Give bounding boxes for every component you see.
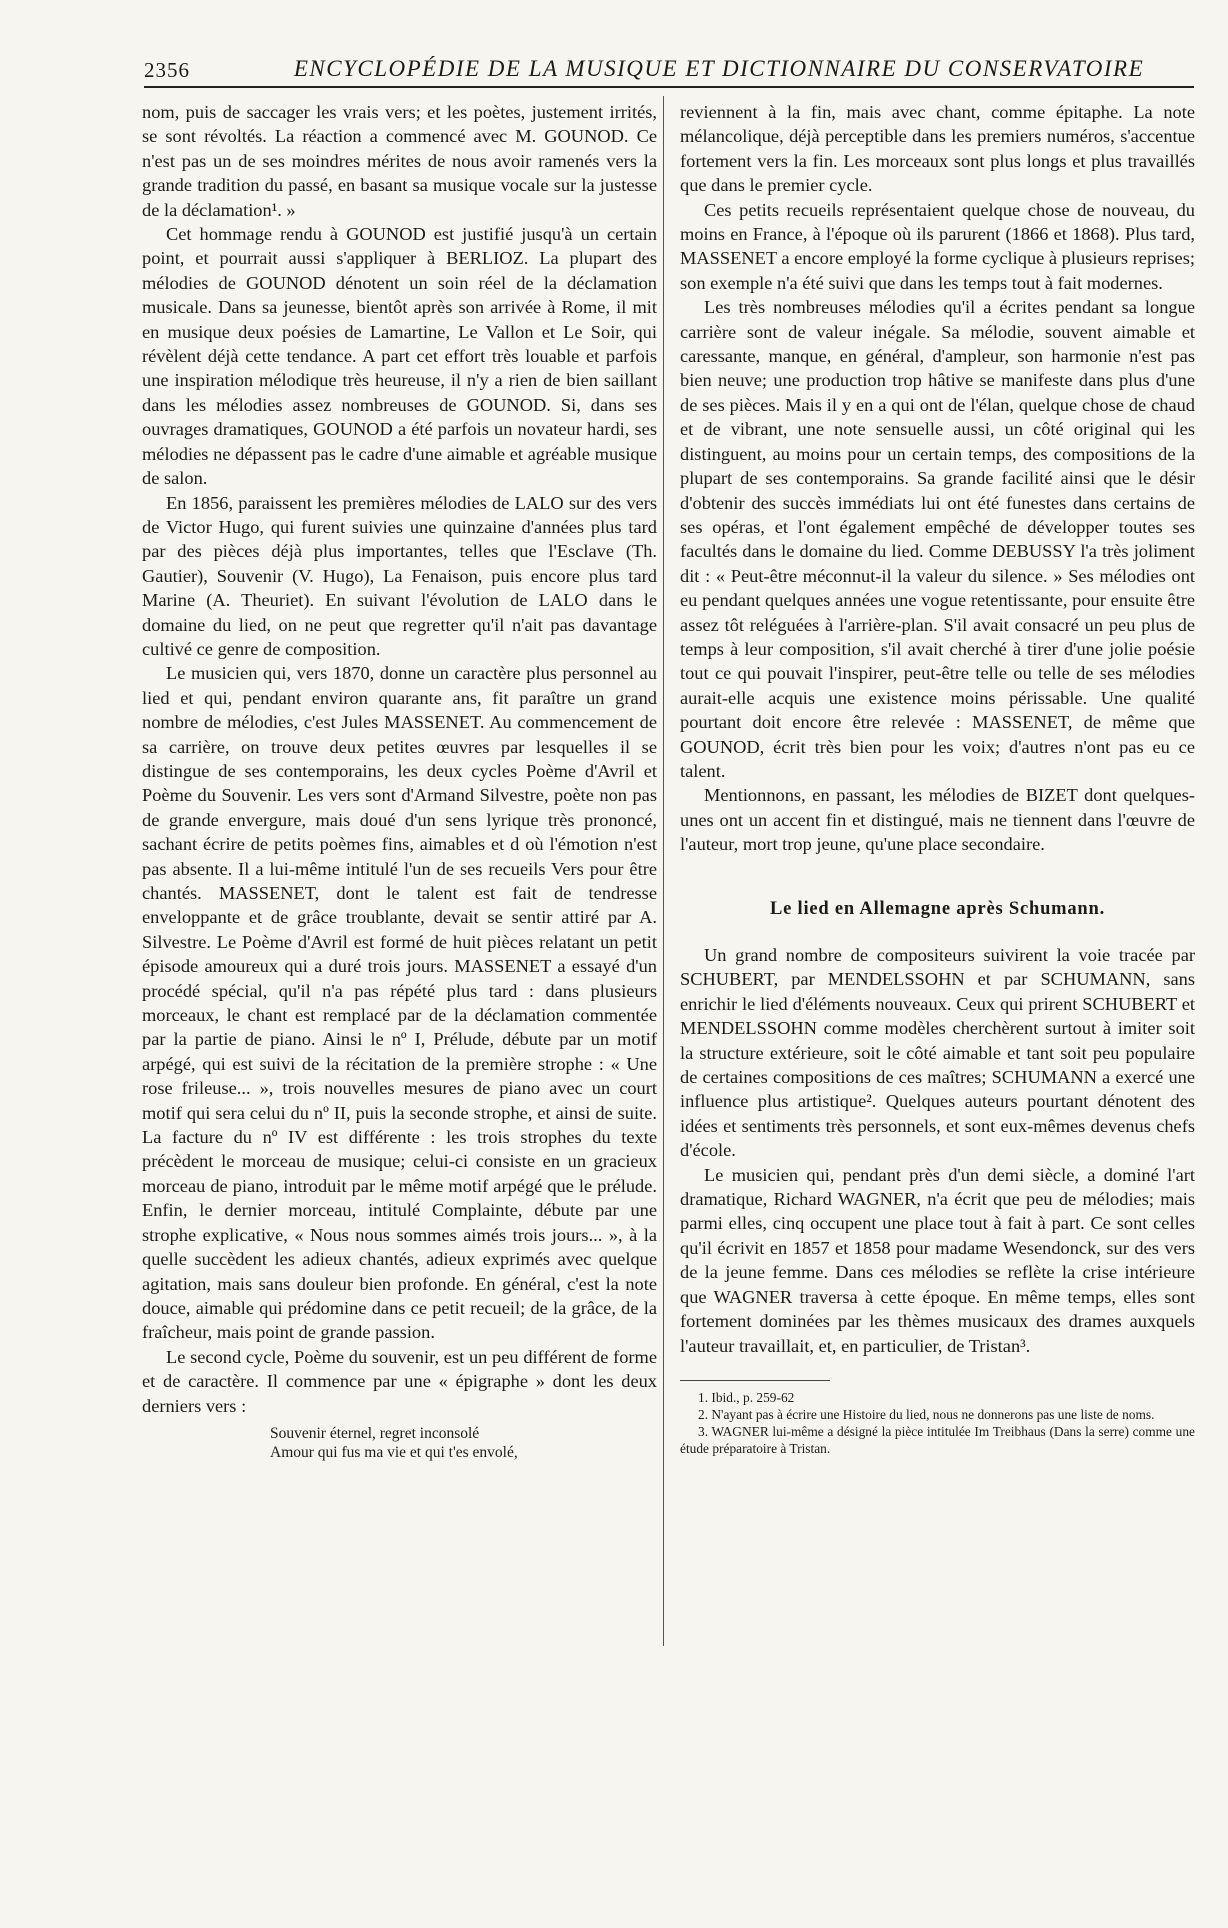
paragraph: Cet hommage rendu à GOUNOD est justifié jusqu'à un certain point, et pourrait aussi s'appliquer à BERLIOZ. La plupart des mélodies de GOUNOD dénotent un soin réel de la déclamation musicale. Dans sa jeunesse, bientôt après son arrivée à Rome, il mit en musique deux poésies de Lamartine, Le Vallon et Le Soir, qui révèlent déjà cette tendance. A part cet effort très louable et parfois une inspiration mélodique très heureuse, il n'y a rien de bien saillant dans les mélodies assez nombreuses de GOUNOD. Si, dans ses ouvrages dramatiques, GOUNOD a été parfois un novateur hardi, ses mélodies ne dépassent pas le cadre d'une aimable et agréable musique de salon. (142, 224, 657, 489)
section-heading: Le lied en Allemagne après Schumann. (769, 898, 1106, 919)
page-number: 2356 (144, 58, 190, 82)
footnote: 1. Ibid., p. 259-62 (698, 1389, 795, 1405)
paragraph: Mentionnons, en passant, les mélodies de BIZET dont quelques-unes ont un accent fin et distingué, mais ne tiennent dans l'œuvre de l'auteur, mort trop jeune, qu'une place secondaire. (680, 785, 1195, 855)
running-header (144, 56, 1194, 88)
paragraph: nom, puis de saccager les vrais vers; et les poètes, justement irrités, se sont révoltés. La réaction a commencé avec M. GOUNOD. Ce n'est pas un de ses moindres mérites de nous avoir ramenés vers la grande tradition du passé, en basant sa musique vocale sur la justesse de la déclamation¹. » (142, 102, 657, 220)
paragraph: reviennent à la fin, mais avec chant, comme épitaphe. La note mélancolique, déjà perceptible dans les premiers numéros, s'accentue fortement vers la fin. Les morceaux sont plus longs et plus travaillés que dans le premier cycle. (680, 102, 1195, 196)
running-title: ENCYCLOPÉDIE DE LA MUSIQUE ET DICTIONNAIRE DU CONSERVATOIRE (293, 56, 1145, 81)
paragraph: En 1856, paraissent les premières mélodies de LALO sur des vers de Victor Hugo, qui furent suivies une quinzaine d'années plus tard par des pièces déjà plus importantes, telles que l'Esclave (Th. Gautier), Souvenir (V. Hugo), La Fenaison, puis encore plus tard Marine (A. Theuriet). En suivant l'évolution de LALO dans le domaine du lied, on ne peut que regretter qu'il n'ait pas davantage cultivé ce genre de composition. (142, 492, 657, 659)
footnote: 3. WAGNER lui-même a désigné la pièce intitulée Im Treibhaus (Dans la serre) comme une étude préparatoire à Tristan. (680, 1423, 1195, 1456)
footnote-separator (680, 1380, 830, 1381)
paragraph: Les très nombreuses mélodies qu'il a écrites pendant sa longue carrière sont de valeur inégale. Sa mélodie, souvent aimable et caressante, manque, en général, d'ampleur, son harmonie n'est pas bien neuve; une production trop hâtive se manifeste dans plus d'une de ses pièces. Mais il y en a qui ont de l'élan, quelque chose de chaud et de vibrant, une note sensuelle aussi, un côté original qui les distinguent, au moins pour un certain temps, des compositions de la plupart de ses contemporains. Sa grande facilité ainsi que le désir d'obtenir des succès immédiats lui ont été funestes dans certains de ses opéras, et l'ont également empêché de développer toutes ses facultés dans le domaine du lied. Comme DEBUSSY l'a très joliment dit : « Peut-être méconnut-il la valeur du silence. » Ses mélodies ont eu pendant quelques années une vogue retentissante, pour ensuite être assez tôt reléguées à l'arrière-plan. S'il avait consacré un peu plus de temps à leur composition, s'il avait cherché à tirer d'une jolie poésie tout ce qui pouvait l'inspirer, peut-être telle ou telle de ses mélodies aurait-elle acquis une existence moins périssable. Une qualité pourtant doit encore être relevée : MASSENET, de même que GOUNOD, écrit très bien pour les voix; d'autres n'ont pas eu ce talent. (680, 297, 1195, 781)
paragraph: Ces petits recueils représentaient quelque chose de nouveau, du moins en France, à l'époque où ils parurent (1866 et 1868). Plus tard, MASSENET a encore employé la forme cyclique à plusieurs reprises; son exemple n'a été suivi que dans les temps tout à fait modernes. (680, 199, 1195, 293)
verse-line: Souvenir éternel, regret inconsolé (270, 1424, 480, 1442)
footnotes (680, 1389, 1195, 1457)
paragraph: Le musicien qui, vers 1870, donne un caractère plus personnel au lied et qui, pendant environ quarante ans, fit paraître un grand nombre de mélodies, c'est Jules MASSENET. Au commencement de sa carrière, on trouve deux petites œuvres par lesquelles il se distingue de ses contemporains, les deux cycles Poème d'Avril et Poème du Souvenir. Les vers sont d'Armand Silvestre, poète non pas de grande envergure, mais doué d'un sens lyrique très prononcé, sachant écrire de petits poèmes fins, aimables et d où l'émotion n'est pas absente. Il a lui-même intitulé l'un de ses recueils Vers pour être chantés. MASSENET, dont le talent est fait de tendresse enveloppante et de grâce troublante, devait se sentir attiré par A. Silvestre. Le Poème d'Avril est formé de huit pièces relatant un petit épisode amoureux qui a duré trois jours. MASSENET a essayé d'un procédé spécial, qu'il n'a pas répété plus tard : dans plusieurs morceaux, le chant est remplacé par de la déclamation commentée par la partie de piano. Ainsi le nº I, Prélude, débute par un motif arpégé, qui est suivi de la récitation de la première strophe : « Une rose frileuse... », trois nouvelles mesures de piano avec un court motif qui sera celui du nº II, puis la seconde strophe, et ainsi de suite. La facture du nº IV est différente : les trois strophes du texte précèdent le morceau de musique; celui-ci consiste en un gracieux morceau de piano, introduit par le même motif arpégé que le prélude. Enfin, le dernier morceau, intitulé Complainte, débute par une strophe explicative, « Nous nous sommes aimés trois jours... », à la quelle succèdent les adieux chantés, adieux exprimés avec quelque agitation, mais sans douleur bien profonde. En général, c'est la note douce, aimable qui prédomine dans ce petit recueil; de la grâce, de la fraîcheur, mais point de grande passion. (142, 663, 657, 1343)
paragraph: Un grand nombre de compositeurs suivirent la voie tracée par SCHUBERT, par MENDELSSOHN et par SCHUMANN, sans enrichir le lied d'éléments nouveaux. Ceux qui prirent SCHUBERT et MENDELSSOHN comme modèles cherchèrent surtout à imiter soit la structure extérieure, soit le côté aimable et tant soit peu populaire de certaines compositions de ces maîtres; SCHUMANN a exercé une influence plus artistique². Quelques auteurs pourtant dénotent des idées et sentiments très personnels, et sont eux-mêmes devenus chefs d'école. (680, 945, 1195, 1161)
column-divider (663, 96, 664, 1646)
verse-quote (270, 1424, 657, 1462)
paragraph: Le second cycle, Poème du souvenir, est un peu différent de forme et de caractère. Il commence par une « épigraphe » dont les deux derniers vers : (142, 1346, 657, 1416)
right-column (680, 100, 1195, 1457)
paragraph: Le musicien qui, pendant près d'un demi siècle, a dominé l'art dramatique, Richard WAGNER, n'a écrit que peu de mélodies; mais parmi elles, cinq occupent une place tout à fait à part. Ce sont celles qu'il écrivit en 1857 et 1858 pour madame Wesendonck, sur des vers de la jeune femme. Dans ces mélodies se reflète la crise intérieure que WAGNER traversa à cette époque. En même temps, elles sont fortement dominées par les thèmes musicaux des drames auxquels l'auteur travaillait, et, en particulier, de Tristan³. (680, 1164, 1195, 1356)
footnote: 2. N'ayant pas à écrire une Histoire du lied, nous ne donnerons pas une liste de noms. (698, 1406, 1155, 1422)
verse-line: Amour qui fus ma vie et qui t'es envolé, (270, 1443, 518, 1461)
left-column (142, 100, 657, 1462)
